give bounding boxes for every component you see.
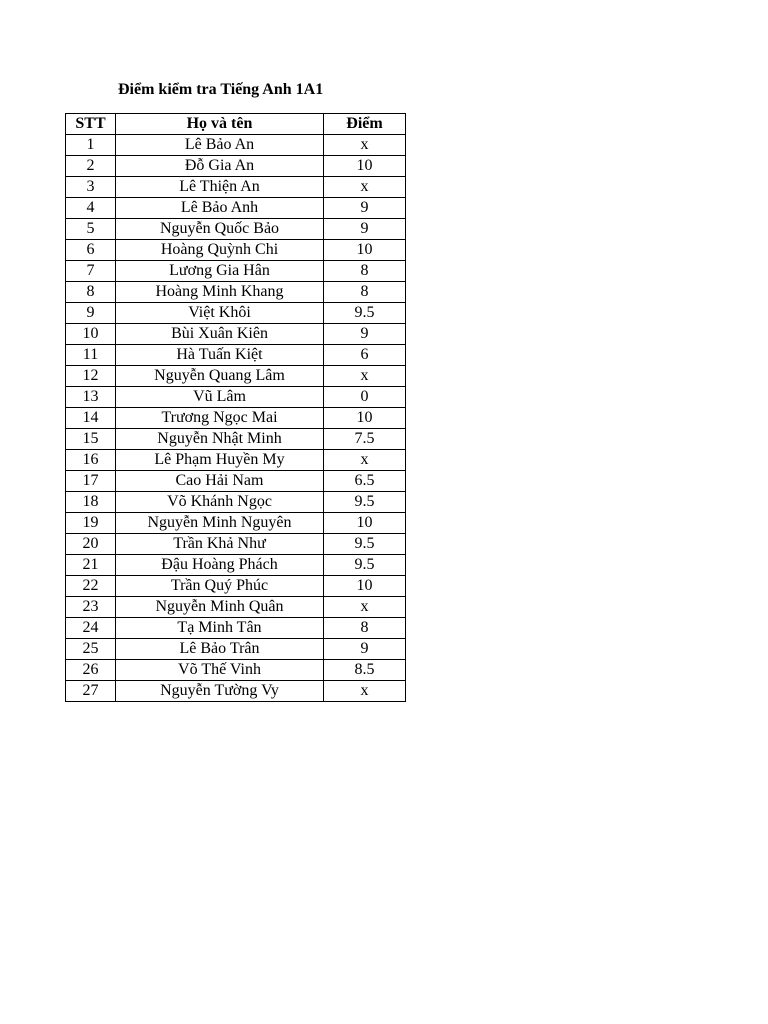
cell-name: Võ Khánh Ngọc bbox=[116, 492, 324, 513]
cell-stt: 3 bbox=[66, 177, 116, 198]
cell-name: Tạ Minh Tân bbox=[116, 618, 324, 639]
cell-stt: 25 bbox=[66, 639, 116, 660]
cell-name: Vũ Lâm bbox=[116, 387, 324, 408]
table-row bbox=[66, 660, 406, 681]
cell-stt: 21 bbox=[66, 555, 116, 576]
column-header-name: Họ và tên bbox=[116, 114, 324, 135]
table-row bbox=[66, 240, 406, 261]
cell-name: Nguyễn Minh Nguyên bbox=[116, 513, 324, 534]
table-row bbox=[66, 219, 406, 240]
cell-score: 8.5 bbox=[324, 660, 406, 681]
cell-stt: 26 bbox=[66, 660, 116, 681]
cell-name: Lê Bảo Trân bbox=[116, 639, 324, 660]
cell-name: Lê Bảo An bbox=[116, 135, 324, 156]
cell-score: 6.5 bbox=[324, 471, 406, 492]
cell-name: Nguyễn Quốc Bảo bbox=[116, 219, 324, 240]
table-row bbox=[66, 282, 406, 303]
table-row bbox=[66, 198, 406, 219]
table-row bbox=[66, 345, 406, 366]
cell-stt: 23 bbox=[66, 597, 116, 618]
cell-score: 9 bbox=[324, 219, 406, 240]
table-row bbox=[66, 177, 406, 198]
table-row bbox=[66, 366, 406, 387]
cell-name: Nguyễn Quang Lâm bbox=[116, 366, 324, 387]
cell-name: Lê Thiện An bbox=[116, 177, 324, 198]
cell-score: 10 bbox=[324, 576, 406, 597]
table-row bbox=[66, 576, 406, 597]
cell-score: x bbox=[324, 450, 406, 471]
table-row bbox=[66, 534, 406, 555]
cell-stt: 13 bbox=[66, 387, 116, 408]
cell-stt: 14 bbox=[66, 408, 116, 429]
cell-name: Hoàng Minh Khang bbox=[116, 282, 324, 303]
cell-name: Cao Hải Nam bbox=[116, 471, 324, 492]
cell-stt: 2 bbox=[66, 156, 116, 177]
cell-score: 9.5 bbox=[324, 534, 406, 555]
table-row bbox=[66, 513, 406, 534]
cell-stt: 12 bbox=[66, 366, 116, 387]
cell-stt: 18 bbox=[66, 492, 116, 513]
cell-name: Lương Gia Hân bbox=[116, 261, 324, 282]
table-row bbox=[66, 324, 406, 345]
cell-score: x bbox=[324, 177, 406, 198]
cell-stt: 10 bbox=[66, 324, 116, 345]
cell-score: x bbox=[324, 135, 406, 156]
table-row bbox=[66, 408, 406, 429]
cell-score: 9.5 bbox=[324, 303, 406, 324]
cell-score: 10 bbox=[324, 513, 406, 534]
cell-stt: 7 bbox=[66, 261, 116, 282]
cell-stt: 20 bbox=[66, 534, 116, 555]
column-header-score: Điểm bbox=[324, 114, 406, 135]
cell-score: x bbox=[324, 681, 406, 702]
cell-stt: 24 bbox=[66, 618, 116, 639]
table-body bbox=[66, 135, 406, 702]
cell-stt: 4 bbox=[66, 198, 116, 219]
cell-name: Trương Ngọc Mai bbox=[116, 408, 324, 429]
cell-name: Việt Khôi bbox=[116, 303, 324, 324]
table-row bbox=[66, 471, 406, 492]
cell-name: Lê Phạm Huyền My bbox=[116, 450, 324, 471]
table-row bbox=[66, 261, 406, 282]
table-row bbox=[66, 156, 406, 177]
cell-name: Đậu Hoàng Phách bbox=[116, 555, 324, 576]
table-row bbox=[66, 618, 406, 639]
cell-stt: 16 bbox=[66, 450, 116, 471]
cell-score: 9.5 bbox=[324, 492, 406, 513]
table-row bbox=[66, 387, 406, 408]
cell-stt: 22 bbox=[66, 576, 116, 597]
cell-name: Bùi Xuân Kiên bbox=[116, 324, 324, 345]
cell-name: Võ Thế Vinh bbox=[116, 660, 324, 681]
cell-name: Nguyễn Minh Quân bbox=[116, 597, 324, 618]
cell-stt: 17 bbox=[66, 471, 116, 492]
cell-stt: 19 bbox=[66, 513, 116, 534]
cell-name: Đỗ Gia An bbox=[116, 156, 324, 177]
cell-score: 9 bbox=[324, 639, 406, 660]
cell-score: x bbox=[324, 597, 406, 618]
page-title: Điểm kiểm tra Tiếng Anh 1A1 bbox=[118, 81, 324, 98]
cell-name: Nguyễn Nhật Minh bbox=[116, 429, 324, 450]
cell-score: x bbox=[324, 366, 406, 387]
cell-stt: 15 bbox=[66, 429, 116, 450]
cell-name: Trần Quý Phúc bbox=[116, 576, 324, 597]
cell-score: 9.5 bbox=[324, 555, 406, 576]
cell-name: Lê Bảo Anh bbox=[116, 198, 324, 219]
cell-score: 8 bbox=[324, 618, 406, 639]
cell-name: Nguyễn Tường Vy bbox=[116, 681, 324, 702]
cell-name: Hà Tuấn Kiệt bbox=[116, 345, 324, 366]
cell-name: Hoàng Quỳnh Chi bbox=[116, 240, 324, 261]
table-row bbox=[66, 555, 406, 576]
cell-stt: 6 bbox=[66, 240, 116, 261]
cell-stt: 8 bbox=[66, 282, 116, 303]
table-row bbox=[66, 429, 406, 450]
cell-name: Trần Khả Như bbox=[116, 534, 324, 555]
cell-stt: 1 bbox=[66, 135, 116, 156]
cell-score: 8 bbox=[324, 261, 406, 282]
table-row bbox=[66, 681, 406, 702]
cell-score: 10 bbox=[324, 408, 406, 429]
cell-stt: 11 bbox=[66, 345, 116, 366]
cell-score: 8 bbox=[324, 282, 406, 303]
table-row bbox=[66, 303, 406, 324]
table-row bbox=[66, 135, 406, 156]
cell-score: 7.5 bbox=[324, 429, 406, 450]
cell-score: 10 bbox=[324, 240, 406, 261]
cell-stt: 9 bbox=[66, 303, 116, 324]
table-row bbox=[66, 450, 406, 471]
score-table bbox=[65, 113, 406, 702]
cell-stt: 27 bbox=[66, 681, 116, 702]
cell-score: 0 bbox=[324, 387, 406, 408]
cell-score: 9 bbox=[324, 198, 406, 219]
table-header-row bbox=[66, 114, 406, 135]
cell-stt: 5 bbox=[66, 219, 116, 240]
column-header-stt: STT bbox=[66, 114, 116, 135]
cell-score: 10 bbox=[324, 156, 406, 177]
table-row bbox=[66, 597, 406, 618]
cell-score: 9 bbox=[324, 324, 406, 345]
table-row bbox=[66, 492, 406, 513]
table-row bbox=[66, 639, 406, 660]
cell-score: 6 bbox=[324, 345, 406, 366]
